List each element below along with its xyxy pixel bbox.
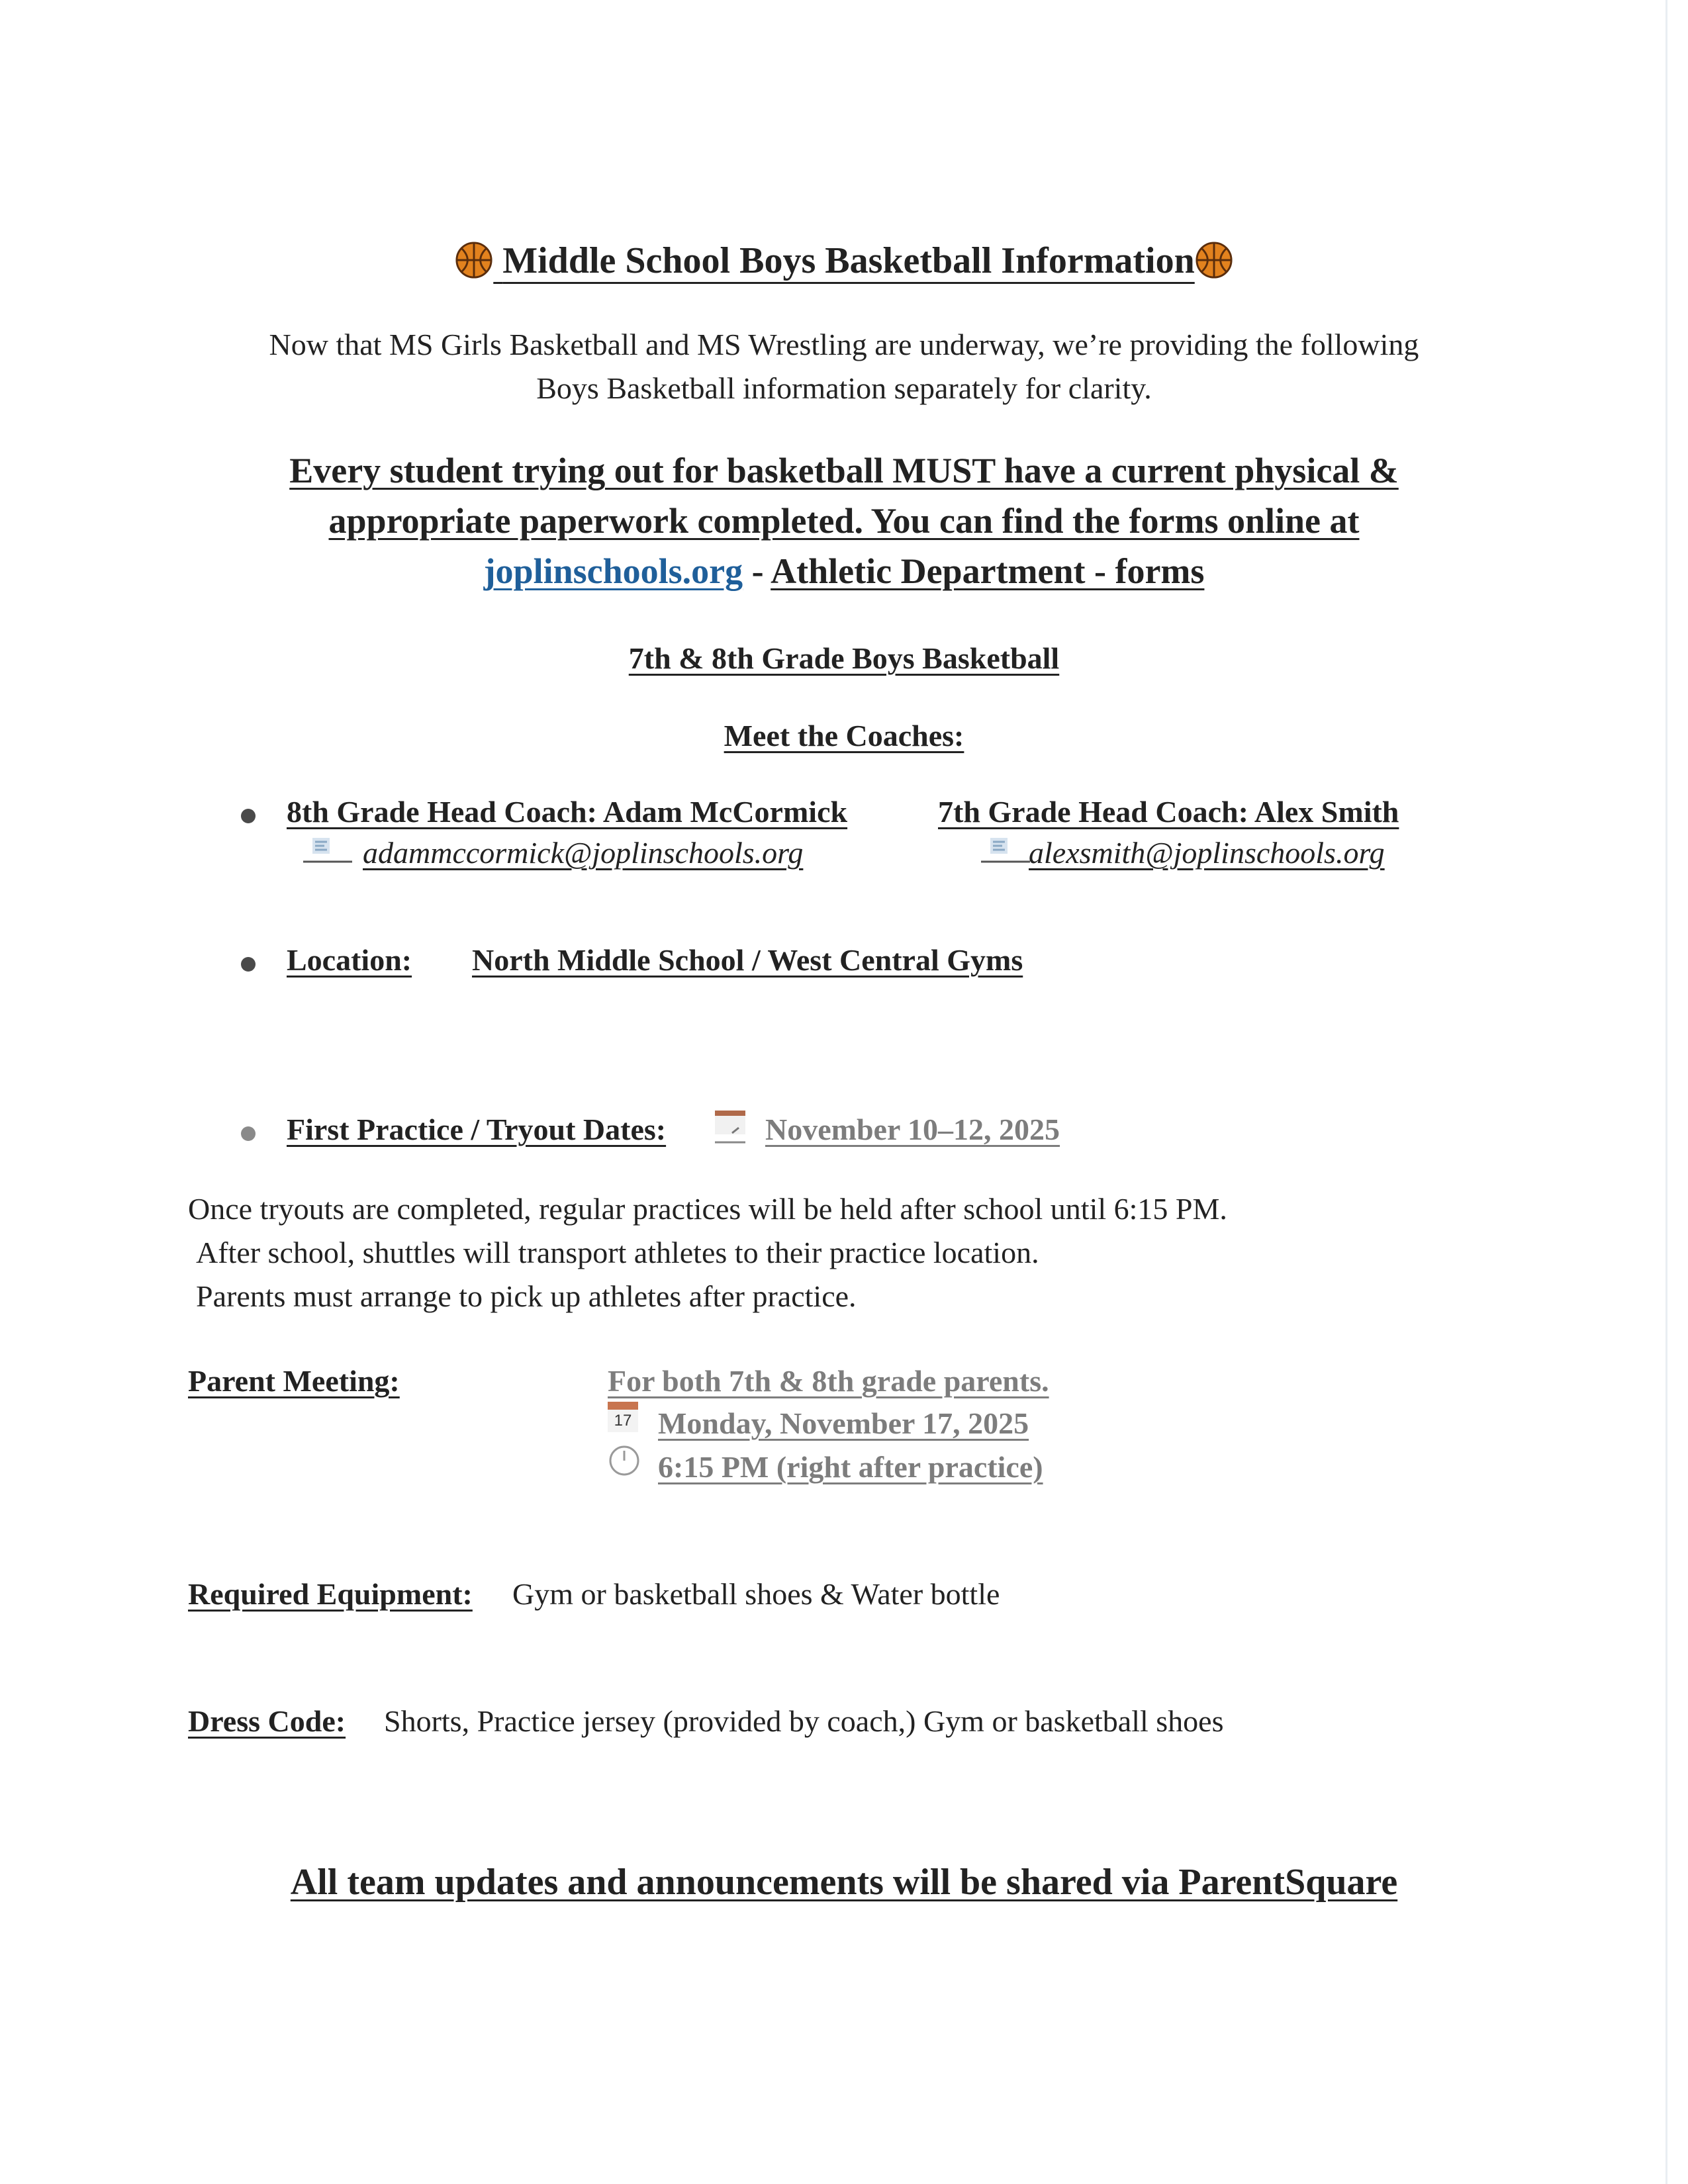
bullet-icon (241, 957, 256, 972)
calendar-icon (715, 1107, 745, 1147)
footer-row (0, 1861, 1688, 1903)
basketball-icon (1195, 241, 1233, 279)
intro-line-1: Now that MS Girls Basketball and MS Wrestling are underway, we’re providing the following (269, 328, 1419, 361)
basketball-icon (455, 241, 493, 279)
practice-info-1: Once tryouts are completed, regular practices will be held after school until 6:15 PM. (188, 1192, 1227, 1226)
footer-announcement: All team updates and announcements will be shared via ParentSquare (290, 1862, 1398, 1903)
parent-meeting-date: Monday, November 17, 2025 (658, 1406, 1029, 1440)
tryout-label: First Practice / Tryout Dates: (287, 1113, 667, 1146)
tryout-dates: November 10–12, 2025 (765, 1113, 1060, 1146)
equipment-label: Required Equipment: (188, 1577, 473, 1611)
email-icon (981, 837, 1030, 866)
notice-line-2: appropriate paperwork completed. You can find the forms online at (328, 501, 1360, 541)
coach-8th-title: 8th Grade Head Coach: Adam McCormick (287, 795, 848, 829)
forms-path: Athletic Department - forms (771, 551, 1205, 591)
intro-line-2: Boys Basketball information separately for clarity. (536, 371, 1152, 405)
coach-8th-email[interactable]: adammccormick@joplinschools.org (363, 836, 804, 870)
location-value: North Middle School / West Central Gyms (472, 943, 1023, 977)
grade-heading-row (0, 641, 1688, 676)
parent-meeting-audience: For both 7th & 8th grade parents. (608, 1364, 1049, 1398)
equipment-value: Gym or basketball shoes & Water bottle (512, 1577, 1000, 1611)
email-icon (303, 837, 352, 866)
bullet-icon (241, 1126, 256, 1141)
coaches-heading-row (0, 718, 1688, 753)
bullet-icon (241, 809, 256, 823)
practice-info-3: Parents must arrange to pick up athletes after practice. (196, 1279, 857, 1313)
dress-code-label: Dress Code: (188, 1704, 346, 1738)
title-row (0, 240, 1688, 282)
grade-heading: 7th & 8th Grade Boys Basketball (628, 641, 1060, 675)
parent-meeting-label: Parent Meeting: (188, 1364, 400, 1398)
coaches-heading: Meet the Coaches: (724, 719, 964, 752)
coach-7th-title: 7th Grade Head Coach: Alex Smith (938, 795, 1399, 829)
location-label: Location: (287, 943, 412, 977)
dress-code-value: Shorts, Practice jersey (provided by coach,) Gym or basketball shoes (384, 1704, 1224, 1738)
notice-line-1: Every student trying out for basketball MUST have a current physical & (289, 451, 1399, 490)
practice-info-2: After school, shuttles will transport athletes to their practice location. (196, 1236, 1039, 1269)
notice-line-3: joplinschools.org - Athletic Department - forms (483, 551, 1205, 591)
forms-link[interactable]: joplinschools.org (483, 551, 743, 591)
page-title: Middle School Boys Basketball Information (502, 240, 1195, 281)
parent-meeting-time: 6:15 PM (right after practice) (658, 1450, 1043, 1484)
coach-7th-email[interactable]: alexsmith@joplinschools.org (1029, 836, 1385, 870)
calendar-icon: 17 (608, 1402, 638, 1435)
clock-icon (608, 1444, 641, 1480)
